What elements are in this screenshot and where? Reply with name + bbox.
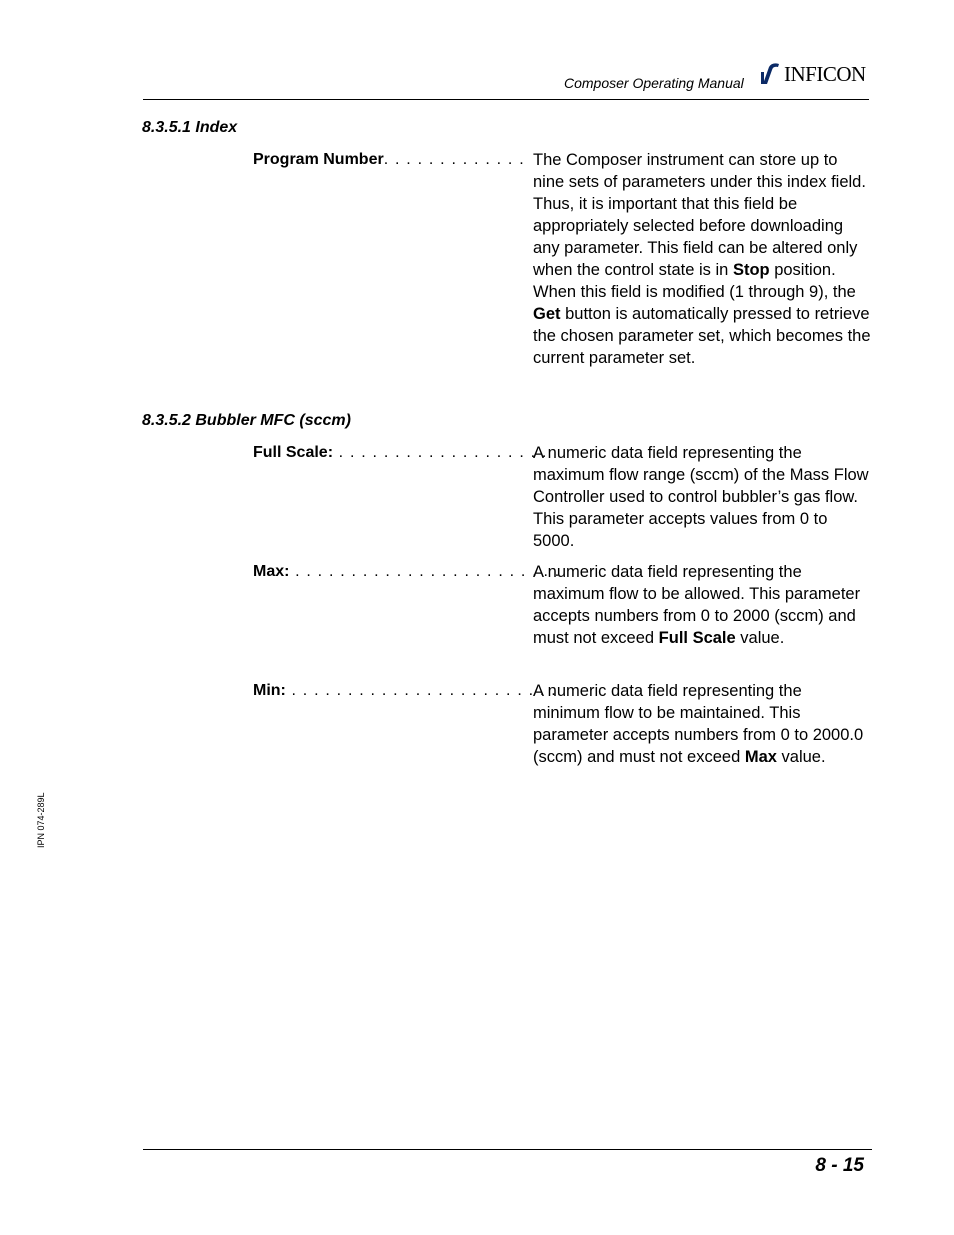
bold-term: Get xyxy=(533,305,561,323)
entry-description: A numeric data field representing the maximum flow range (sccm) of the Mass Flow Controller used to control bubbler’s gas flow. This parameter accepts values from 0 to 5000. xyxy=(533,444,869,550)
entry-term xyxy=(253,561,561,583)
section-heading-bubbler-mfc: 8.3.5.2 Bubbler MFC (sccm) xyxy=(142,412,351,429)
entry-term xyxy=(253,680,557,702)
bold-term: Full Scale xyxy=(658,629,736,647)
entry-term xyxy=(253,149,527,171)
logo-text: INFICON xyxy=(784,61,866,86)
term-label: Program Number xyxy=(253,151,384,168)
bold-term: Stop xyxy=(732,261,770,279)
dot-leader: . . . . . . . . . . . . . xyxy=(383,151,525,168)
logo-mark-icon xyxy=(760,62,782,86)
document-code: IPN 074-289L xyxy=(36,792,46,848)
dot-leader: . . . . . . . . . . . . . . . . . . . . . . . . xyxy=(289,563,561,580)
manual-title: Composer Operating Manual xyxy=(564,75,744,91)
term-label: Max: xyxy=(253,563,290,580)
section-heading-index: 8.3.5.1 Index xyxy=(142,119,238,136)
entry-description: A numeric data field representing the maximum flow to be allowed. This parameter accepts numbers from 0 to 2000 (sccm) and must not exceed Full Scale value. xyxy=(533,563,861,647)
footer-rule xyxy=(143,1149,872,1150)
term-label: Full Scale: xyxy=(253,444,334,461)
entry-term xyxy=(253,442,548,464)
dot-leader: . . . . . . . . . . . . . . . . . . . xyxy=(333,444,548,461)
page-number: 8 - 15 xyxy=(815,1155,864,1176)
bold-term: Max xyxy=(744,748,777,766)
dot-leader: . . . . . . . . . . . . . . . . . . . . . . . . xyxy=(285,682,557,699)
entry-description: The Composer instrument can store up to nine sets of parameters under this index field. Thus, it is important that this field be appropriately selected before downloading any parameter. This field can be altered only when the control state is in Stop position. When this field is modified (1 through 9), the Get button is automatically pressed to retrieve the chosen parameter set, which becomes the current parameter set. xyxy=(533,151,871,367)
entry-description: A numeric data field representing the minimum flow to be maintained. This parameter accepts numbers from 0 to 2000.0 (sccm) and must not exceed Max value. xyxy=(533,682,864,766)
term-label: Min: xyxy=(253,682,286,699)
inficon-logo xyxy=(760,60,866,88)
header-rule xyxy=(143,99,869,100)
